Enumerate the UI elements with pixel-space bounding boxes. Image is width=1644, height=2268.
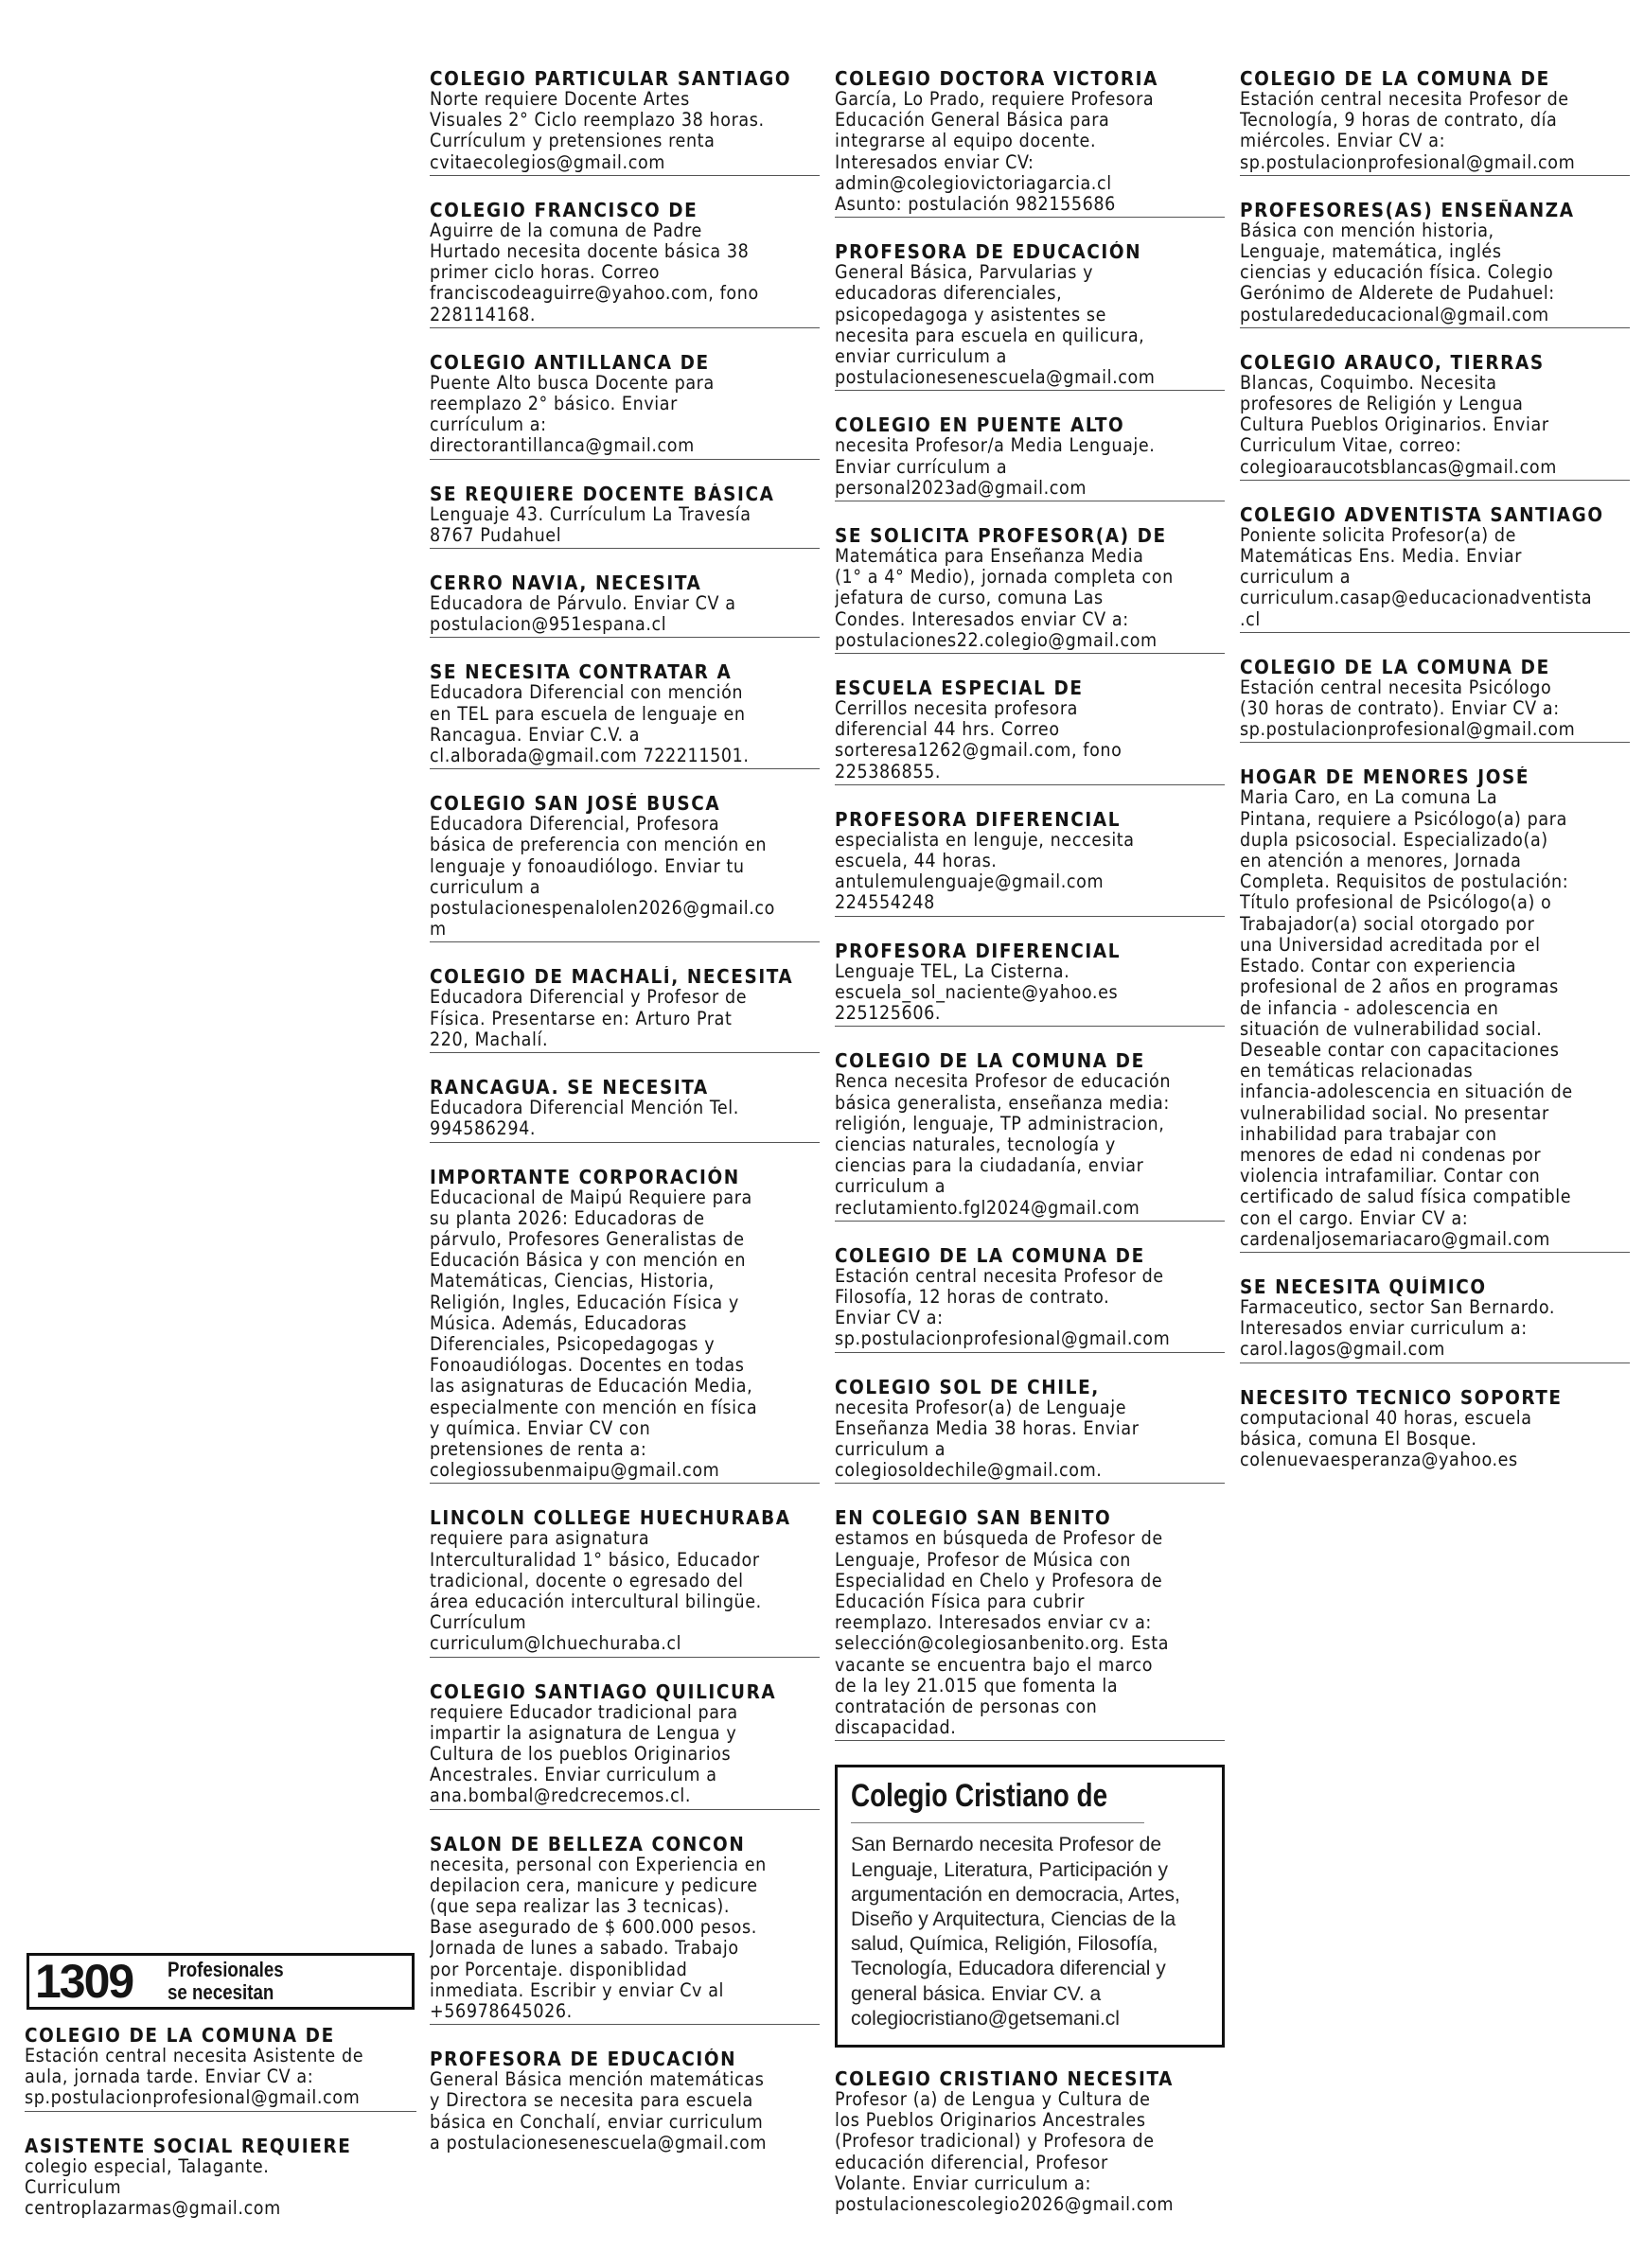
classified-ad [430, 1167, 820, 1485]
ad-body: Cerrillos necesita profesora diferencial 44 hrs. Correo sorteresa1262@gmail.com, fono 225386855. [835, 697, 1123, 782]
classified-ad [430, 352, 820, 460]
classified-ad [430, 966, 820, 1053]
classified-ad [430, 661, 820, 769]
ad-heading: COLEGIO FRANCISCO DE [430, 199, 698, 220]
classified-ad [430, 793, 820, 942]
ad-body: Estación central necesita Profesor de Tecnología, 9 horas de contrato, día miércoles. Enviar CV a: sp.postulacionprofesional@gmail.com [1240, 88, 1576, 173]
ad-heading: PROFESORA DIFERENCIAL [835, 808, 1122, 830]
ad-heading: HOGAR DE MENORES JOSÉ [1240, 766, 1530, 788]
ad-body: estamos en búsqueda de Profesor de Lenguaje, Profesor de Música con Especialidad en Chelo y Profesora de Educación Física para cubrir reemplazo. Interesados enviar cv a: selección@colegiosanbenito.org. Esta vacante se encuentra bajo el marco de la ley 21.015 que fomenta la contratación de personas con discapacidad. [835, 1527, 1170, 1739]
column-2 [430, 68, 820, 2179]
classified-ad [835, 1050, 1225, 1221]
ad-heading: COLEGIO ANTILLANCA DE [430, 351, 710, 373]
ad-body: Educadora Diferencial y Profesor de Física. Presentarse en: Arturo Prat 220, Machalí. [430, 986, 748, 1050]
classified-ad [835, 2068, 1225, 2217]
ad-heading: PROFESORA DIFERENCIAL [835, 940, 1122, 961]
ad-body: Básica con mención historia, Lenguaje, matemática, inglés ciencias y educación física. Colegio Gerónimo de Alderete de Pudahuel: postularededucacional@gmail.com [1240, 219, 1555, 325]
ad-body: computacional 40 horas, escuela básica, comuna El Bosque. colenuevaesperanza@yahoo.es [1240, 1406, 1532, 1470]
column-3 [835, 68, 1225, 2241]
ad-body: Puente Alto busca Docente para reemplazo 2° básico. Enviar currículum a: directorantillanca@gmail.com [430, 371, 715, 457]
boxed-ad [835, 1765, 1225, 2048]
ad-body: colegio especial, Talagante. Curriculum centroplazarmas@gmail.com [25, 2154, 281, 2220]
ad-heading: LINCOLN COLLEGE HUECHURABA [430, 1507, 791, 1529]
ad-heading: ESCUELA ESPECIAL DE [835, 677, 1084, 699]
classified-ad [430, 1681, 820, 1810]
ad-heading: COLEGIO SAN JOSÉ BUSCA [430, 793, 721, 815]
classified-ad [835, 1507, 1225, 1741]
column-4 [1240, 68, 1630, 1496]
classified-ad [25, 2136, 416, 2222]
classified-ad [1240, 1387, 1630, 1473]
ad-heading: PROFESORA DE EDUCACIÓN [430, 2048, 737, 2070]
ad-body: García, Lo Prado, requiere Profesora Educación General Básica para integrarse al equipo docente. Interesados enviar CV: admin@colegiovictoriagarcia.cl Asunto: postulación 982155686 [835, 88, 1155, 216]
ad-heading: RANCAGUA. SE NECESITA [430, 1077, 709, 1099]
ad-heading: SE SOLICITA PROFESOR(A) DE [835, 525, 1167, 547]
ad-heading: PROFESORES(AS) ENSEÑANZA [1240, 199, 1575, 220]
ad-heading: PROFESORA DE EDUCACIÓN [835, 241, 1142, 263]
ad-body: requiere para asignatura Interculturalidad 1° básico, Educador tradicional, docente o egresado del área educación intercultural bilingüe. Currículum curriculum@lchuechuraba.cl [430, 1527, 762, 1655]
ad-heading: COLEGIO DE LA COMUNA DE [1240, 68, 1550, 89]
ad-heading: CERRO NAVIA, NECESITA [430, 572, 702, 594]
boxed-ad-body: San Bernardo necesita Profesor de Lenguaje, Literatura, Participación y argumentación en democracia, Artes, Diseño y Arquitectura, Ciencias de la salud, Química, Religión, Filosofía, Tecnología, Educadora diferencial y general básica. Enviar CV. a colegiocristiano@getsemani.cl [851, 1834, 1180, 2030]
ad-heading: NECESITO TECNICO SOPORTE [1240, 1386, 1563, 1408]
classified-ad [430, 1077, 820, 1142]
ad-heading: COLEGIO ARAUCO, TIERRAS [1240, 351, 1545, 373]
classified-ad [1240, 766, 1630, 1252]
ad-heading: COLEGIO DE LA COMUNA DE [1240, 656, 1550, 677]
ad-body: General Básica mención matemáticas y Directora se necesita para escuela básica en Conchalí, enviar curriculum a postulacionesenescuela@gmail.com [430, 2068, 768, 2154]
boxed-ad-title: Colegio Cristiano de [851, 1777, 1144, 1823]
ad-body: Renca necesita Profesor de educación básica generalista, enseñanza media: religión, lenguaje, TP administracion, ciencias naturales, tecnología y ciencias para la ciudadanía, enviar curriculum a reclutamiento.fgl2024@gmail.com [835, 1070, 1172, 1219]
ad-body: Educadora de Párvulo. Enviar CV a postulacion@951espana.cl [430, 592, 736, 636]
ad-heading: SALON DE BELLEZA CONCON [430, 1833, 746, 1855]
ad-heading: COLEGIO CRISTIANO NECESITA [835, 2068, 1174, 2089]
ad-body: Educadora Diferencial Mención Tel. 994586294. [430, 1097, 739, 1140]
ad-body: Profesor (a) de Lengua y Cultura de los Pueblos Originarios Ancestrales (Profesor tradicional) y Profesora de educación diferencial, Profesor Volante. Enviar curriculum a: postulacionescolegio2026@gmail.com [835, 2088, 1175, 2216]
classified-ad [430, 1834, 820, 2026]
ad-heading: ASISTENTE SOCIAL REQUIERE [25, 2135, 352, 2156]
ad-heading: SE NECESITA CONTRATAR A [430, 661, 733, 683]
classified-ad [835, 525, 1225, 654]
ad-body: Estación central necesita Profesor de Filosofía, 12 horas de contrato. Enviar CV a: sp.postulacionprofesional@gmail.com [835, 1264, 1171, 1350]
classified-ad [835, 1245, 1225, 1353]
classified-ad [1240, 657, 1630, 744]
classified-ad [835, 241, 1225, 391]
ad-body: Norte requiere Docente Artes Visuales 2° Ciclo reemplazo 38 horas. Currículum y pretensiones renta cvitaecolegios@gmail.com [430, 88, 765, 173]
column-1 [25, 2025, 416, 2244]
ad-body: especialista en lenguje, neccesita escuela, 44 horas. antulemulenguaje@gmail.com 224554248 [835, 828, 1135, 914]
ad-heading: COLEGIO SOL DE CHILE, [835, 1376, 1100, 1398]
ad-body: Farmaceutico, sector San Bernardo. Interesados enviar curriculum a: carol.lagos@gmail.com [1240, 1295, 1556, 1361]
section-header [27, 1953, 415, 2010]
ad-body: Lenguaje TEL, La Cisterna. escuela_sol_naciente@yahoo.es 225125606. [835, 959, 1119, 1025]
ad-body: Matemática para Enseñanza Media (1° a 4° Medio), jornada completa con jefatura de curso, comuna Las Condes. Interesados enviar CV a: postulaciones22.colegio@gmail.com [835, 545, 1174, 651]
ad-heading: COLEGIO DOCTORA VICTORIA [835, 68, 1158, 89]
ad-body: requiere Educador tradicional para impartir la asignatura de Lengua y Cultura de los pueblos Originarios Ancestrales. Enviar curriculum a ana.bombal@redcrecemos.cl. [430, 1700, 738, 1807]
ad-body: necesita, personal con Experiencia en depilacion cera, manicure y pedicure (que sepa realizar las 3 tecnicas). Base asegurado de $ 600.000 pesos. Jornada de lunes a sabado. Trabajo por Porcentaje. disponiblidad inmediata. Escribir y enviar Cv al +56978645026. [430, 1853, 767, 2022]
classified-ad [1240, 352, 1630, 481]
classified-ad [835, 809, 1225, 917]
ad-heading: IMPORTANTE CORPORACIÓN [430, 1166, 740, 1187]
ad-heading: SE REQUIERE DOCENTE BÁSICA [430, 483, 775, 504]
classified-ad [430, 2048, 820, 2155]
ad-body: Educacional de Maipú Requiere para su planta 2026: Educadoras de párvulo, Profesores Generalistas de Educación Básica y con mención en Matemáticas, Ciencias, Historia, Religión, Ingles, Educación Física y Música. Además, Educadoras Diferenciales, Psicopedagogas y Fonoaudiólogas. Docentes en todas las asignaturas de Educación Media, especialmente con mención en física y química. Enviar CV con pretensiones de renta a: colegiossubenmaipu@gmail.com [430, 1186, 758, 1482]
classified-ad [430, 1507, 820, 1657]
classified-ad [430, 572, 820, 638]
ad-body: Aguirre de la comuna de Padre Hurtado necesita docente básica 38 primer ciclo horas. Correo franciscodeaguirre@yahoo.com, fono 228114168. [430, 219, 759, 325]
ad-heading: COLEGIO DE MACHALÍ, NECESITA [430, 966, 794, 988]
ad-body: Lenguaje 43. Currículum La Travesía 8767 Pudahuel [430, 502, 751, 546]
ad-body: Estación central necesita Asistente de aula, jornada tarde. Enviar CV a: sp.postulacionprofesional@gmail.com [25, 2045, 364, 2109]
classified-ad [1240, 68, 1630, 176]
ad-heading: COLEGIO ADVENTISTA SANTIAGO [1240, 503, 1604, 525]
ad-heading: COLEGIO SANTIAGO QUILICURA [430, 1680, 777, 1702]
ad-body: necesita Profesor/a Media Lenguaje. Enviar currículum a personal2023ad@gmail.com [835, 434, 1156, 499]
ad-heading: SE NECESITA QUÍMICO [1240, 1275, 1487, 1297]
section-label: Profesionales se necesitan [168, 1958, 284, 2004]
ad-body: necesita Profesor(a) de Lenguaje Enseñanza Media 38 horas. Enviar curriculum a colegiosoldechile@gmail.com. [835, 1396, 1140, 1482]
classified-ad [1240, 200, 1630, 328]
ad-heading: EN COLEGIO SAN BENITO [835, 1507, 1112, 1529]
ad-body: General Básica, Parvularias y educadoras diferenciales, psicopedagoga y asistentes se necesita para escuela en quilicura, enviar curriculum a postulacionesenescuela@gmail.com [835, 261, 1156, 389]
ad-heading: COLEGIO DE LA COMUNA DE [835, 1244, 1145, 1266]
classified-ad [835, 941, 1225, 1028]
ad-body: Educadora Diferencial con mención en TEL para escuela de lenguaje en Rancagua. Enviar C.V. a cl.alborada@gmail.com 722211501. [430, 681, 750, 767]
classified-ad [430, 200, 820, 328]
classified-ad [1240, 1276, 1630, 1363]
classified-ad [1240, 504, 1630, 633]
ad-heading: COLEGIO EN PUENTE ALTO [835, 414, 1125, 436]
classified-ad [835, 68, 1225, 218]
classified-ad [835, 414, 1225, 501]
ad-body: Poniente solicita Profesor(a) de Matemáticas Ens. Media. Enviar curriculum a curriculum.casap@educacionadventista .cl [1240, 523, 1593, 630]
ad-body: Estación central necesita Psicólogo (30 horas de contrato). Enviar CV a: sp.postulacionprofesional@gmail.com [1240, 676, 1576, 741]
ad-heading: COLEGIO DE LA COMUNA DE [25, 2025, 335, 2046]
ad-heading: COLEGIO DE LA COMUNA DE [835, 1050, 1145, 1072]
classified-ad [430, 68, 820, 176]
classified-ad [430, 483, 820, 549]
section-number: 1309 [35, 1955, 133, 2008]
classified-ad [835, 677, 1225, 785]
ad-body: Blancas, Coquimbo. Necesita profesores de Religión y Lengua Cultura Pueblos Originarios. Enviar Curriculum Vitae, correo: colegioaraucotsblancas@gmail.com [1240, 371, 1557, 478]
classified-ad [25, 2025, 416, 2112]
ad-body: Maria Caro, en La comuna La Pintana, requiere a Psicólogo(a) para dupla psicosocial. Especializado(a) en atención a menores, Jornada Completa. Requisitos de postulación: Título profesional de Psicólogo(a) o Trabajador(a) social otorgado por una Universidad acreditada por el Estado. Contar con experiencia profesional de 2 años en programas de infancia - adolescencia en situación de vulnerabilidad social. Deseable contar con capacitaciones en temáticas relacionadas infancia-adolescencia en situación de vulnerabilidad social. No presentar inhabilidad para trabajar con menores de edad ni condenas por violencia intrafamiliar. Contar con certificado de salud física compatible con el cargo. Enviar CV a: cardenaljosemariacaro@gmail.com [1240, 786, 1573, 1250]
ad-heading: COLEGIO PARTICULAR SANTIAGO [430, 68, 792, 89]
classified-ad [835, 1377, 1225, 1485]
ad-body: Educadora Diferencial, Profesora básica de preferencia con mención en lenguaje y fonoaudiólogo. Enviar tu curriculum a postulacionespenalolen2026@gmail.co m [430, 813, 776, 941]
